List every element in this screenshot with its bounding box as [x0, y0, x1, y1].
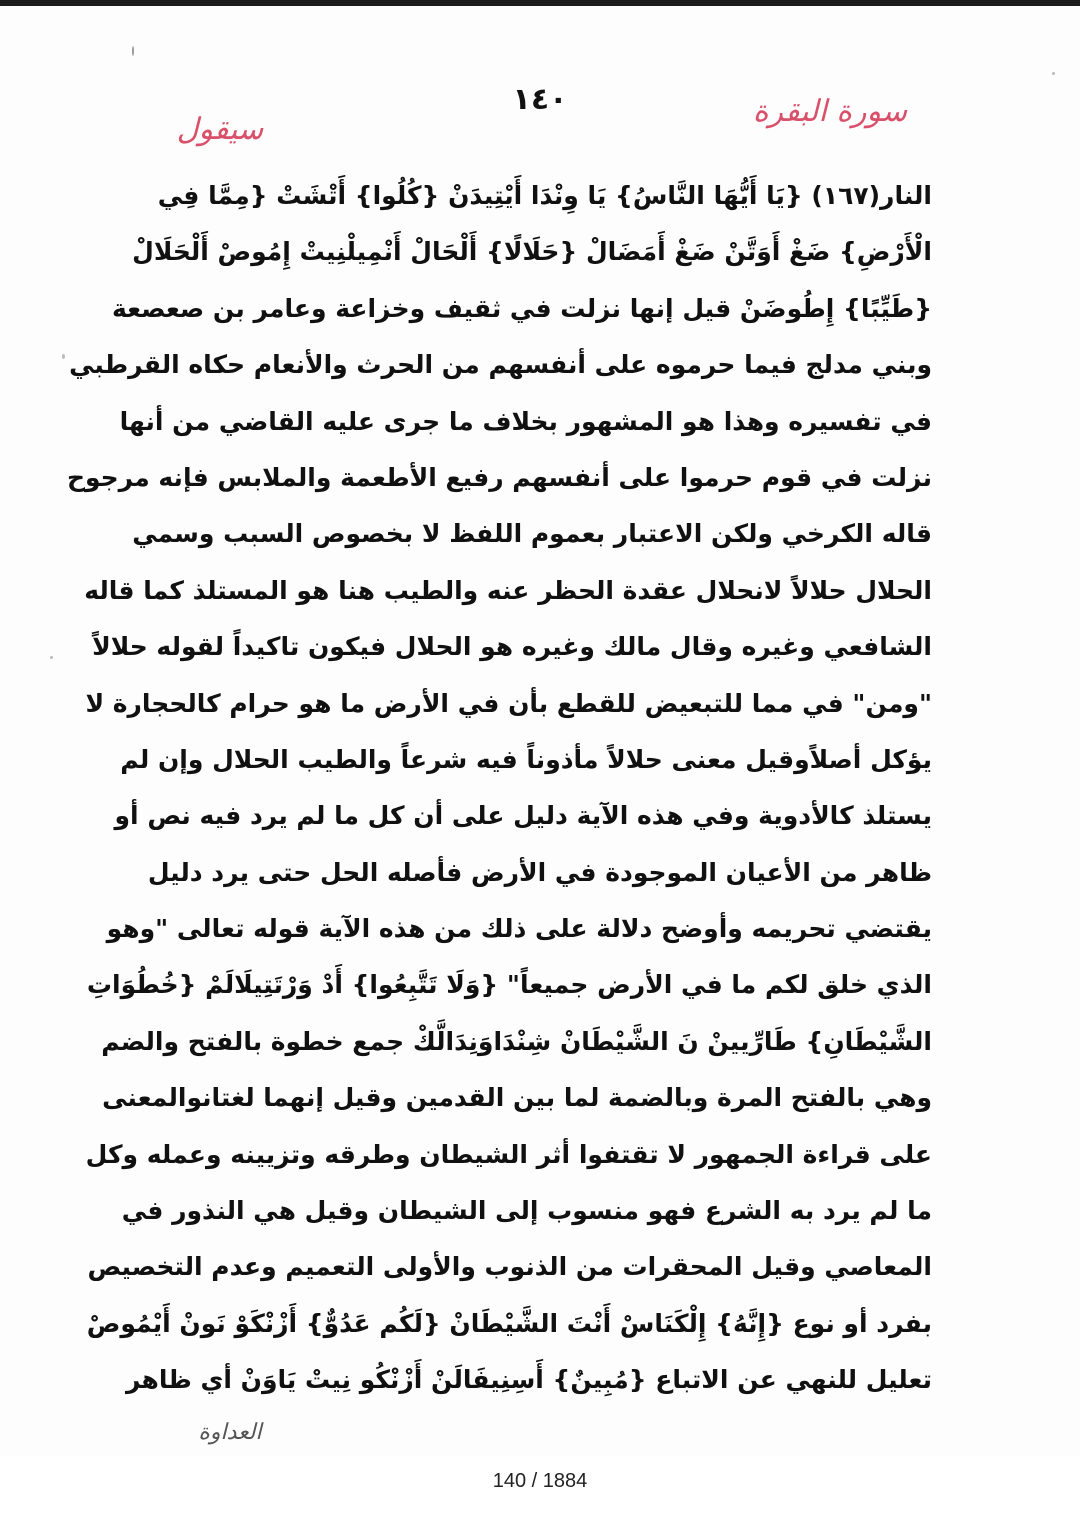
text-line: المعاصي وقيل المحقرات من الذنوب والأولى التعميم وعدم التخصيص: [87, 1252, 932, 1282]
text-line: يستلذ كالأدوية وفي هذه الآية دليل على أن كل ما لم يرد فيه نص أو: [114, 801, 932, 831]
text-line: الْأَرْضِ} ضَغْ أَوَتَّنْ ضَغْ أَمَضَالْ {حَلَالًا} أَلْحَالْ أَنْمِيلْنِيتْ إِمُوصْ أَلْحَلَالْ: [132, 237, 932, 267]
page-counter: 140 / 1884: [492, 1470, 588, 1492]
text-line: "ومن" في مما للتبعيض للقطع بأن في الأرض ما هو حرام كالحجارة لا: [85, 688, 932, 718]
text-line: تعليل للنهي عن الاتباع {مُبِينٌ} أَسِنِيفَالَنْ أَزْنْكُو نِيتْ يَاوَنْ أي ظاهر: [125, 1365, 932, 1395]
text-line: في تفسيره وهذا هو المشهور بخلاف ما جرى عليه القاضي من أنها: [119, 406, 932, 436]
text-line: {طَيِّبًا} إِطُوضَنْ قيل إنها نزلت في ثقيف وخزاعة وعامر بن صعصعة: [112, 293, 932, 323]
text-line: يقتضي تحريمه وأوضح دلالة على ذلك من هذه الآية قوله تعالى "وهو: [106, 914, 932, 944]
text-line: الشَّيْطَانِ} طَارِّيينْ نَ الشَّيْطَانْ شِنْدَاوَنِدَالَّكْ جمع خطوة بالفتح والضم: [101, 1026, 932, 1056]
handwritten-bottom-note: العداوة: [198, 1420, 262, 1445]
text-line: ظاهر من الأعيان الموجودة في الأرض فأصله الحل حتى يرد دليل: [147, 857, 932, 887]
text-line: يؤكل أصلاًوقيل معنى حلالاً مأذوناً فيه شرعاً والطيب الحلال وإن لم: [120, 744, 932, 774]
text-line: الذي خلق لكم ما في الأرض جميعاً" {وَلَا تَتَّبِعُوا} أَدْ وَرْتَتِيلَالَمْ {خُطُوَاتِ: [86, 970, 932, 1000]
text-line: ما لم يرد به الشرع فهو منسوب إلى الشيطان وقيل هي النذور في: [121, 1196, 932, 1226]
text-line: الشافعي وغيره وقال مالك وغيره هو الحلال فيكون تاكيداً لقوله حلالاً: [92, 632, 932, 662]
handwritten-surah-name: سورة البقرة: [752, 94, 908, 129]
page-body-text: [66, 168, 932, 1409]
scan-speck: [1052, 72, 1055, 75]
text-line: وبني مدلج فيما حرموه على أنفسهم من الحرث والأنعام حكاه القرطبي: [69, 350, 932, 380]
text-line: الحلال حلالاً لانحلال عقدة الحظر عنه والطيب هنا هو المستلذ كما قاله: [84, 575, 932, 605]
page-number-arabic: ١٤٠: [512, 82, 568, 117]
handwritten-catchword: سيقول: [176, 112, 264, 147]
text-line: وهي بالفتح المرة وبالضمة لما بين القدمين وقيل إنهما لغتانوالمعنى: [102, 1083, 932, 1113]
text-line: قاله الكرخي ولكن الاعتبار بعموم اللفظ لا بخصوص السبب وسمي: [132, 519, 932, 549]
scan-speck: [132, 46, 134, 56]
text-line: على قراءة الجمهور لا تقتفوا أثر الشيطان وطرقه وتزيينه وعمله وكل: [85, 1139, 932, 1169]
text-line: النار(١٦٧) {يَا أَيُّهَا النَّاسُ} يَا وِنْدَا أَيْتِيدَنْ {كُلُوا} أَتْشَتْ {مِمَّا فِي: [157, 181, 932, 210]
text-line: نزلت في قوم حرموا على أنفسهم رفيع الأطعمة والملابس فإنه مرجوح: [66, 462, 932, 492]
scan-speck: [50, 656, 53, 659]
scan-speck: [62, 354, 65, 359]
text-line: بفرد أو نوع {إِنَّهُ} إِلْكَنَاسْ أَنْتَ الشَّيْطَانْ {لَكُم عَدُوٌّ} أَزْنْكَوْ نَونْ أَيْمُوصْ: [86, 1308, 932, 1338]
